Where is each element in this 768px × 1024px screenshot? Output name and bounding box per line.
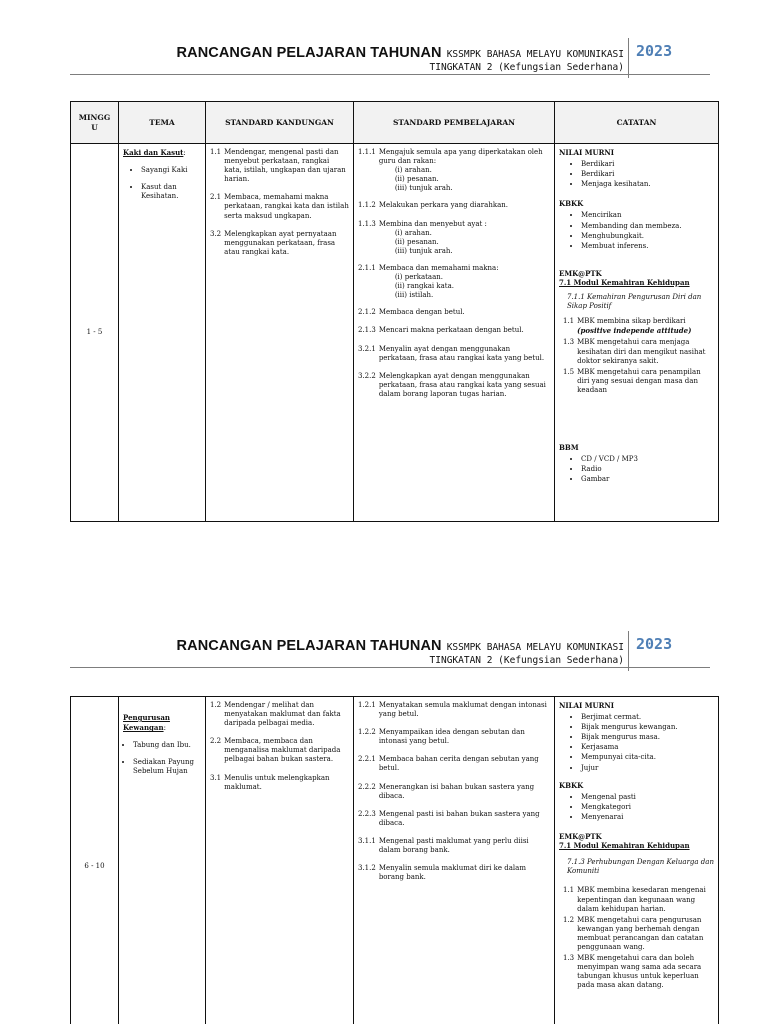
theme-item: • Tabung dan Ibu. (133, 741, 201, 750)
sp-item: 1.1.1 Mengajuk semula apa yang diperkatakan oleh guru dan rakan: (i) arahan. (ii) pesanan. (iii) tunjuk arah. (358, 148, 543, 193)
list-item: • Berjimat cermat. (581, 713, 714, 722)
theme-item: • Kasut dan Kesihatan. (141, 183, 201, 201)
sk-item: 3.1 Menulis untuk melengkapkan maklumat. (210, 773, 330, 791)
sp-item: 2.1.1 Membaca dan memahami makna: (i) perkataan. (ii) rangkai kata. (iii) istilah. (358, 263, 499, 300)
sp-item: 2.2.1 Membaca bahan cerita dengan sebutan yang betul. (358, 755, 539, 773)
standard-kandungan-cell (206, 144, 354, 522)
header-subtitle: KSSMPK BAHASA MELAYU KOMUNIKASI (446, 49, 624, 60)
standard-pembelajaran-cell (354, 144, 555, 522)
header-level: TINGKATAN 2 (Kefungsian Sederhana) (429, 655, 624, 666)
sk-item: 1.2 Mendengar / melihat dan menyatakan maklumat dan fakta daripada pelbagai media. (210, 701, 341, 728)
list-item: • Membuat inferens. (581, 242, 714, 251)
header-year: 2023 (636, 635, 673, 653)
emk-list (559, 886, 714, 990)
bbm-list (559, 455, 714, 484)
lesson-plan-table (70, 696, 719, 1024)
nilai-murni-list (559, 713, 714, 773)
list-item: • CD / VCD / MP3 (581, 455, 714, 464)
header-title: RANCANGAN PELAJARAN TAHUNAN (176, 638, 442, 654)
header-text-block (177, 635, 624, 666)
modul-title: 7.1 Modul Kemahiran Kehidupan (559, 277, 690, 287)
page-header (70, 631, 710, 671)
nilai-murni-list (559, 160, 714, 189)
sp-item: 1.2.1 Menyatakan semula maklumat dengan intonasi yang betul. (358, 701, 547, 719)
header-rule (70, 74, 710, 75)
week-cell: 6 - 10 (71, 697, 119, 1024)
sp-item: 3.1.2 Menyalin semula maklumat diri ke dalam borang bank. (358, 864, 526, 882)
kbkk-list (559, 793, 714, 822)
sp-item: 2.1.3 Mencari makna perkataan dengan betul. (358, 326, 524, 335)
emk-item: 1.3 MBK mengetahui cara menjaga kesihatan diri dan mengikut nasihat doktor sekiranya sakit. (563, 338, 706, 365)
modul-title: 7.1 Modul Kemahiran Kehidupan (559, 841, 690, 851)
page-header (70, 38, 710, 78)
list-item: • Mencirikan (581, 211, 714, 220)
header-title: RANCANGAN PELAJARAN TAHUNAN (176, 45, 442, 61)
emk-item: 1.5 MBK mengetahui cara penampilan diri yang sesuai dengan masa dan keadaan (563, 367, 701, 394)
sp-item: 1.2.2 Menyampaikan idea dengan sebutan dan intonasi yang betul. (358, 728, 525, 746)
sp-item: 2.2.3 Mengenal pasti isi bahan bukan sastera yang dibaca. (358, 809, 540, 827)
theme-title: Kaki dan Kasut (123, 148, 184, 157)
week-cell: 1 - 5 (71, 144, 119, 522)
emk-item: 1.1 MBK membina sikap berdikari (positive independe attitude) (563, 317, 692, 336)
sp-item: 3.2.2 Melengkapkan ayat dengan menggunakan perkataan, frasa atau rangkai kata yang sesuai dalam borang laporan tugas harian. (358, 371, 546, 398)
theme-item: • Sediakan Payung Sebelum Hujan (133, 758, 201, 776)
list-item: • Menyenarai (581, 813, 714, 822)
list-item: • Mengkategori (581, 803, 714, 812)
sp-item: 1.1.3 Membina dan menyebut ayat : (i) arahan. (ii) pesanan. (iii) tunjuk arah. (358, 219, 487, 255)
lesson-plan-table (70, 101, 719, 522)
header-tema: TEMA (119, 102, 206, 144)
table-header-row (71, 102, 719, 144)
list-item: • Membanding dan membeza. (581, 222, 714, 231)
bbm-heading: BBM (559, 442, 579, 452)
list-item: • Menjaga kesihatan. (581, 180, 714, 189)
emk-heading: EMK@PTK (559, 268, 602, 278)
table-row (71, 144, 719, 522)
theme-title: Pengurusan Kewangan (123, 713, 170, 733)
list-item: • Gambar (581, 475, 714, 484)
theme-cell: Pengurusan Kewangan: • Tabung dan Ibu. • Sediakan Payung Sebelum Hujan (119, 697, 206, 1024)
theme-cell: Kaki dan Kasut: • Sayangi Kaki • Kasut dan Kesihatan. (119, 144, 206, 522)
header-text-block (177, 42, 624, 73)
sk-item: 3.2 Melengkapkan ayat pernyataan menggunakan perkataan, frasa atau rangkai kata. (210, 229, 337, 256)
modul-subtitle: 7.1.1 Kemahiran Pengurusan Diri dan Sikap Positif (567, 293, 702, 311)
header-minggu: MINGG U (71, 102, 119, 144)
list-item: • Bijak mengurus kewangan. (581, 723, 714, 732)
header-standard-pembelajaran: STANDARD PEMBELAJARAN (354, 102, 555, 144)
list-item: • Kerjasama (581, 743, 714, 752)
header-level: TINGKATAN 2 (Kefungsian Sederhana) (429, 62, 624, 73)
standard-pembelajaran-cell (354, 697, 555, 1024)
emk-list (559, 317, 714, 395)
list-item: • Mengenal pasti (581, 793, 714, 802)
emk-item: 1.2 MBK mengetahui cara pengurusan kewangan yang berhemah dengan membuat perancangan dan catatan penggunaan wang. (563, 915, 704, 951)
list-item: • Berdikari (581, 170, 714, 179)
nilai-murni-heading: NILAI MURNI (559, 701, 615, 710)
catatan-cell (555, 697, 719, 1024)
kbkk-heading: KBKK (559, 199, 584, 209)
sp-item: 2.2.2 Menerangkan isi bahan bukan sastera yang dibaca. (358, 782, 535, 800)
header-divider (628, 38, 629, 78)
sk-item: 2.2 Membaca, membaca dan menganalisa maklumat daripada pelbagai bahan bukan sastera. (210, 737, 341, 764)
emk-item: 1.3 MBK mengetahui cara dan boleh menyimpan wang sama ada secara tabungan khusus untuk keperluan pada masa akan datang. (563, 954, 702, 990)
header-standard-kandungan: STANDARD KANDUNGAN (206, 102, 354, 144)
list-item: • Mempunyai cita-cita. (581, 753, 714, 762)
modul-subtitle: 7.1.3 Perhubungan Dengan Keluarga dan Komuniti (567, 858, 714, 876)
list-item: • Menghubungkait. (581, 232, 714, 241)
sp-item: 2.1.2 Membaca dengan betul. (358, 308, 465, 317)
standard-kandungan-cell (206, 697, 354, 1024)
sk-item: 2.1 Membaca, memahami makna perkataan, rangkai kata dan istilah serta maksud ungkapan. (210, 193, 349, 220)
nilai-murni-heading: NILAI MURNI (559, 148, 615, 157)
sp-item: 3.1.1 Mengenal pasti maklumat yang perlu diisi dalam borang bank. (358, 836, 529, 855)
catatan-cell (555, 144, 719, 522)
list-item: • Berdikari (581, 160, 714, 169)
sk-item: 1.1 Mendengar, mengenal pasti dan menyebut perkataan, rangkai kata, istilah, ungkapan dan ujaran harian. (210, 148, 346, 184)
kbkk-heading: KBKK (559, 780, 584, 790)
header-year: 2023 (636, 42, 673, 60)
table-row (71, 697, 719, 1024)
sp-item: 3.2.1 Menyalin ayat dengan menggunakan perkataan, frasa atau rangkai kata yang betul. (358, 344, 545, 362)
sp-item: 1.1.2 Melakukan perkara yang diarahkan. (358, 201, 508, 210)
emk-heading: EMK@PTK (559, 832, 602, 842)
header-divider (628, 631, 629, 671)
theme-item: • Sayangi Kaki (141, 166, 201, 175)
header-subtitle: KSSMPK BAHASA MELAYU KOMUNIKASI (446, 642, 624, 653)
emk-item: 1.1 MBK membina kesedaran mengenai kepentingan dan kegunaan wang dalam kehidupan harian. (563, 886, 706, 913)
header-rule (70, 667, 710, 668)
list-item: • Jujur (581, 764, 714, 773)
header-catatan: CATATAN (555, 102, 719, 144)
list-item: • Bijak mengurus masa. (581, 733, 714, 742)
list-item: • Radio (581, 465, 714, 474)
kbkk-list (559, 211, 714, 250)
